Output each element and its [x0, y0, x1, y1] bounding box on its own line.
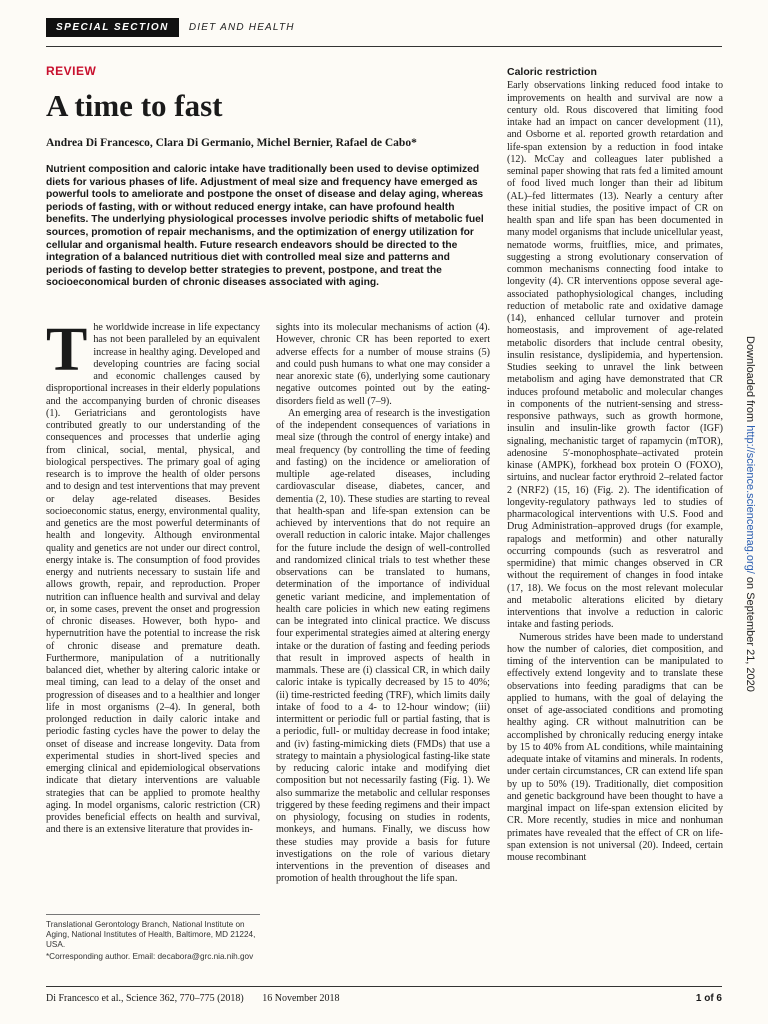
intro-text: he worldwide increase in life expectancy has not been paralleled by an equivalent increase in healthy aging. Developed and developing countries are facing social and economic challenges caused by disproportional increases in their elderly populations and the accompanying burden of chronic diseases (1). Geriatricians and gerontologists have contributed greatly to our understanding of the consequences and processes that underlie aging from clinical, social, mental, physical, and biological perspectives. The primary goal of aging research is to improve the health of older persons and to design and test interventions that may prevent or delay age-related diseases. Besides socioeconomic status, energy, environmental quality, and genetics are the most powerful determinants of health and longevity. Although environmental quality and genetics are not under our direct control, energy intake is. The consumption of food provides energy and nutrients necessary to sustain life and allows growth, repair, and reproduction. Proper nutrition can influence health and survival and delay or, in some cases, prevent the onset and progression of chronic diseases. However, both hypo- and hypernutrition have the potential to increase the risk of chronic disease and premature death. Furthermore, manipulation of a nutritionally balanced diet, whether by altering caloric intake or meal timing, can lead to a delay of the onset and progression of diseases and to a healthier and longer life in most organisms (2–4). In general, both prolonged reduction in daily caloric intake and periodic fasting cycles have the power to delay the onset of disease and increase longevity. Data from experimental studies in short-lived species and emerging clinical and epidemiological observations indicate that dietary interventions are valuable strategies that can be applied to promote healthy aging. In model organisms, caloric restriction (CR) provides beneficial effects on health and survival, and there is an extensive literature that provides in- — [46, 322, 260, 836]
intro-paragraph — [46, 316, 260, 837]
body-column-3 — [507, 66, 723, 864]
corresponding-author: *Corresponding author. Email: decabora@grc.nia.nih.gov — [46, 952, 254, 961]
body-paragraph: Numerous strides have been made to understand how the number of calories, diet composition, and timing of the intervention can be manipulated to effectively extend longevity and to translate these observations into feeding paradigms that can be applied to humans, with the goal of delaying the onset of age-associated conditions and promoting healthy aging. CR without malnutrition can be accomplished by chronically reducing energy intake by 15 to 40% from AL conditions, while maintaining adequate intake of vitamins and minerals. In rodents, under certain circumstances, CR can extend life span by up to 50% (19). Traditionally, diet composition and genetic background have been thought to have a marginal impact on life-span extension elicited by CR. More recently, studies in mice and nonhuman primates have revealed that the effect of CR on life-span extension is not universal (20). Indeed, certain mouse recombinant — [507, 631, 723, 863]
section-heading-caloric-restriction: Caloric restriction — [507, 66, 597, 78]
download-note-prefix: Downloaded from — [744, 336, 756, 426]
footer-citation: Di Francesco et al., Science 362, 770–775 (2018) — [46, 993, 244, 1004]
article-type-label: REVIEW — [46, 64, 97, 78]
body-paragraph: sights into its molecular mechanisms of action (4). However, chronic CR has been reported to exert adverse effects for a number of mouse strains (5) and could push humans to what one may consider a near anorexic state (6), underlying some cautionary negative outcomes pointed out by the eating-disorders field as well (7–9). — [276, 322, 490, 407]
affiliation-institution: Translational Gerontology Branch, National Institute on Aging, National Institutes of Health, Baltimore, MD 21224, USA. — [46, 920, 256, 949]
download-note-suffix: on September 21, 2020 — [744, 573, 756, 692]
footer-citation-block — [46, 993, 355, 1004]
footer-divider — [46, 986, 722, 987]
dropcap: T — [46, 316, 88, 384]
body-paragraph: An emerging area of research is the investigation of the independent consequences of variations in meal size (through the control of energy intake) and meal frequency (by controlling the time of feeding and fasting) on the incidence or amelioration of multiple age-related diseases, including cardiovascular disease, diabetes, cancer, and dementia (2, 10). These studies are starting to reveal that health-span and life-span extension can be achieved by interventions that do not require an overall reduction in caloric intake. Major challenges for the future include the design of well-controlled and randomized clinical trials to test whether these observations can be translated to humans, determination of the importance of individual genetic variant medicine, and implementation of health care policies in which new eating regimens can be integrated into clinical practice. We discuss four experimental strategies aimed at altering energy intake or the duration of fasting and feeding periods that result in improved aspects of health in mammals. These are (i) classical CR, in which daily caloric intake is typically decreased by 15 to 40%; (ii) time-restricted feeding (TRF), which limits daily intake of food to a 4- to 12-hour window; (iii) intermittent or periodic full or partial fasting, that is a periodic, full- or multiday decrease in food intake; and (iv) fasting-mimicking diets (FMDs) that use a strategy to maintain a physiological fasting-like state by reducing caloric intake and modifying diet composition but not necessarily fasting (Fig. 1). We also summarize the metabolic and cellular responses triggered by these feeding regimens and their impact on physiology, focusing on studies in rodents, monkeys, and humans. Finally, we discuss how these studies may provide a basis for future investigations on the role of various dietary interventions in the prevention of diseases and promotion of health throughout the life span. — [276, 407, 490, 885]
section-name: DIET AND HEALTH — [188, 22, 295, 33]
body-column-1 — [46, 316, 260, 837]
section-tag: SPECIAL SECTION — [46, 18, 179, 37]
download-link[interactable]: http://science.sciencemag.org/ — [744, 425, 756, 574]
footer-date: 16 November 2018 — [262, 993, 340, 1004]
page-number: 1 of 6 — [695, 993, 722, 1004]
article-abstract: Nutrient composition and caloric intake have traditionally been used to devise optimized diets for various phases of life. Adjustment of meal size and frequency have emerged as powerful tools to ameliorate and postpone the onset of disease and delay aging, whereas periods of fasting, with or without reduced energy intake, can have profound health benefits. The underlying physiological processes involve periodic shifts of metabolic fuel sources, promotion of repair mechanisms, and the optimization of energy utilization for cellular and organismal health. Future research endeavors should be directed to the integration of a balanced nutritious diet with controlled meal size and patterns and periods of fasting to develop better strategies to prevent, postpone, and treat the socioeconomical burden of chronic diseases associated with aging. — [46, 164, 484, 289]
section-header — [46, 18, 295, 37]
download-note — [744, 336, 756, 692]
top-divider — [46, 46, 722, 47]
body-paragraph: Early observations linking reduced food intake to improvements on health and survival are now a century old. Rous discovered that limiting food intake had an impact on cancer development (11), and Osborne et al. reported growth retardation and life-span extension by a reduction in food intake (12). McCay and colleagues later published a seminal paper showing that rats fed a limited amount of food lived much longer than their ad libitum (AL)–fed littermates (13). Nearly a century after these initial studies, the positive impact of CR on health span and life span has been documented in many model organisms that include unicellular yeast, nematode worms, fruitflies, mice, and primates, suggesting a strong evolutionary conservation of common mechanisms connecting food intake to longevity (4). CR interventions oppose several age-associated pathophysiological changes, including reduction of metabolic rate and oxidative damage (14), enhanced cellular turnover and protein homeostasis, and improvement of age-related metabolic disorders that include central obesity, insulin resistance, dyslipidemia, and hypertension. Studies seeking to unravel the link between metabolism and aging have demonstrated that CR induces profound metabolic and molecular changes in components of the nutrient-sensing and stress-responsive pathways, such as growth hormone, insulin and insulin-like growth factor (IGF) signaling, mechanistic target of rapamycin (mTOR), adenosine 5′-monophosphate–activated protein kinase (AMPK), forkhead box protein O (FOXO), sirtuins, and nuclear factor erythroid 2–related factor 2 (NRF2) (15, 16) (Fig. 2). The identification of longevity-regulatory pathways led to studies of pharmacological interventions with U.S. Food and Drug Administration–approved drugs (for example, rapalogs and metformin) and other naturally occurring compounds (such as resveratrol and spermidine) that mimic changes observed in CR without the requirement of changes in food intake (17, 18). We focus on the most relevant molecular and metabolic alterations elicited by dietary interventions that involve a reduction in caloric intake and fasting periods. — [507, 80, 723, 631]
body-column-2 — [276, 322, 490, 886]
affiliation-divider — [46, 914, 260, 915]
article-title: A time to fast — [46, 88, 223, 123]
article-authors: Andrea Di Francesco, Clara Di Germanio, Michel Bernier, Rafael de Cabo* — [46, 137, 417, 149]
affiliation-block — [46, 920, 260, 964]
